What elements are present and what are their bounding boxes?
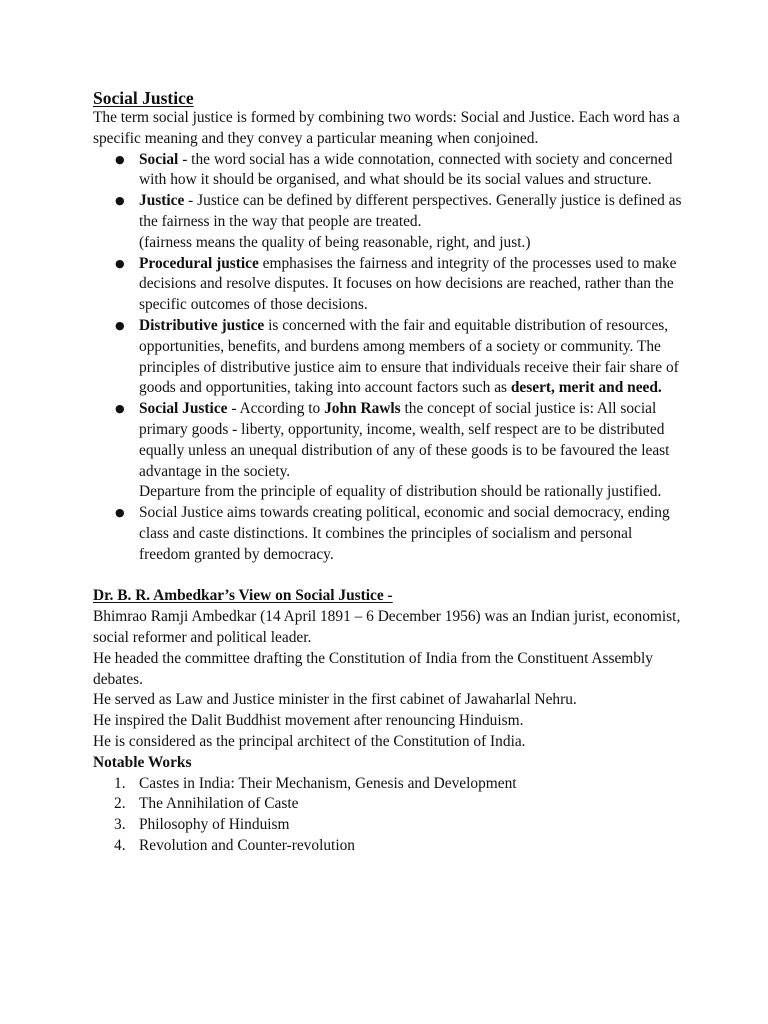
bullet-text: the concept of social justice is: All social primary goods - liberty, opportunity, income, wealth, self respect are to be distributed equally unless an unequal distribution of any of these goods is to be favoured the least advantage in the society.	[139, 400, 670, 480]
ambedkar-line-principal-architect: He is considered as the principal architect of the Constitution of India.	[93, 732, 526, 750]
bullet-term: Social Justice	[139, 400, 228, 418]
bullet-term: Social	[139, 150, 179, 168]
bullet-emphasis: desert, merit and need.	[510, 379, 662, 397]
bullet-text: Social Justice aims towards creating political, economic and social democracy, ending class and caste distinctions. It combines the principles of socialism and personal freedom granted by democracy.	[139, 504, 670, 563]
bullet-term: Justice	[139, 192, 185, 210]
work-title: Revolution and Counter-revolution	[139, 836, 355, 854]
work-item	[93, 774, 683, 795]
bullet-text: is concerned with the fair and equitable distribution of resources, opportunities, benefits, and burdens among members of a society or community. The principles of distributive justice aim to ensure that individuals receive their fair share of goods and opportunities, taking into account factors such as	[139, 316, 679, 397]
social-justice-bullet-list	[93, 150, 683, 566]
bullet-social	[93, 150, 683, 192]
bullet-term: Procedural justice	[139, 254, 259, 272]
ambedkar-line-bio: Bhimrao Ramji Ambedkar (14 April 1891 – 6 December 1956) was an Indian jurist, economist, social reformer and political leader.	[93, 608, 681, 646]
section-spacer	[93, 566, 683, 587]
bullet-term: Distributive justice	[139, 316, 265, 334]
bullet-text: emphasises the fairness and integrity of the processes used to make decisions and resolve disputes. It focuses on how decisions are reached, rather than the specific outcomes of those decisions.	[139, 254, 677, 314]
works-heading: Notable Works	[93, 753, 192, 771]
bullet-justice	[93, 191, 683, 253]
bullet-text: - the word social has a wide connotation, connected with society and concerned with how it should be organised, and what should be its social values and structure.	[139, 150, 673, 189]
bullet-social-justice-aims	[93, 503, 683, 565]
work-number: 3.	[114, 816, 126, 834]
work-number: 2.	[114, 795, 126, 813]
bullet-person: John Rawls	[324, 400, 401, 418]
section-title-social-justice: Social Justice	[93, 88, 194, 108]
bullet-note: Departure from the principle of equality of distribution should be rationally justified.	[139, 483, 662, 501]
work-title: Philosophy of Hinduism	[139, 816, 290, 834]
bullet-text: - According to	[227, 400, 325, 418]
bullet-note: (fairness means the quality of being reasonable, right, and just.)	[139, 233, 531, 251]
work-title: Castes in India: Their Mechanism, Genesis and Development	[139, 774, 517, 792]
bullet-social-justice-rawls	[93, 399, 683, 503]
notable-works-list	[93, 774, 683, 857]
work-item	[93, 815, 683, 836]
section-title-ambedkar: Dr. B. R. Ambedkar’s View on Social Justice -	[93, 587, 393, 605]
work-number: 4.	[114, 836, 126, 854]
work-item	[93, 836, 683, 857]
ambedkar-line-dalit-movement: He inspired the Dalit Buddhist movement after renouncing Hinduism.	[93, 712, 524, 730]
document-content	[93, 88, 683, 857]
intro-paragraph: The term social justice is formed by combining two words: Social and Justice. Each word has a specific meaning and they convey a particular meaning when conjoined.	[93, 109, 680, 147]
ambedkar-line-constitution-committee: He headed the committee drafting the Constitution of India from the Constituent Assembly debates.	[93, 649, 653, 688]
bullet-distributive-justice	[93, 316, 683, 399]
work-title: The Annihilation of Caste	[139, 795, 299, 813]
work-item	[93, 794, 683, 815]
bullet-text: - Justice can be defined by different perspectives. Generally justice is defined as the fairness in the way that people are treated.	[139, 192, 682, 230]
ambedkar-line-law-minister: He served as Law and Justice minister in the first cabinet of Jawaharlal Nehru.	[93, 691, 577, 709]
work-number: 1.	[114, 774, 126, 792]
bullet-procedural-justice	[93, 254, 683, 316]
